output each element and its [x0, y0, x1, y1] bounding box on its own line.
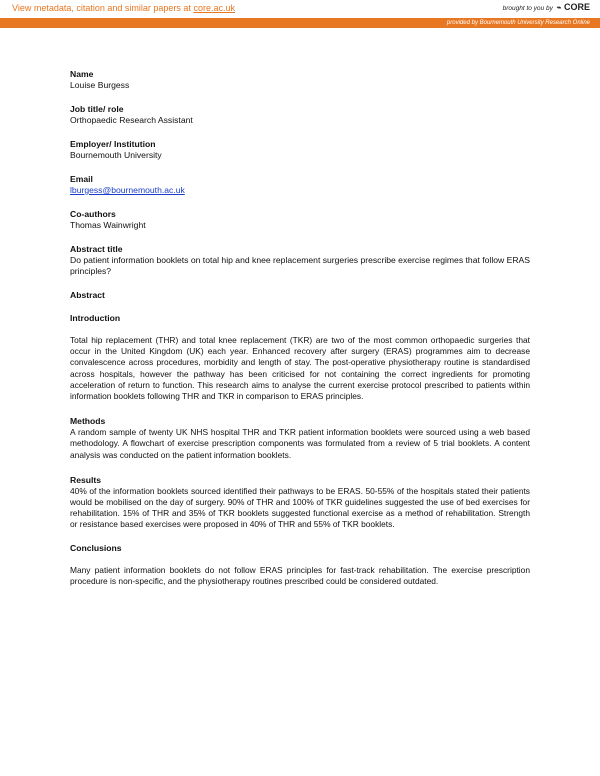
document-body [70, 69, 530, 599]
core-logo-text: CORE [563, 2, 590, 12]
employer-field [70, 139, 530, 161]
job-field [70, 104, 530, 126]
coauthors-field [70, 209, 530, 231]
introduction-heading: Introduction [70, 313, 121, 323]
provided-by-bar [0, 18, 600, 28]
name-label: Name [70, 69, 94, 79]
abstract-title-label: Abstract title [70, 244, 123, 254]
provided-by-text: provided by Bournemouth University Research Online [446, 20, 590, 26]
results-text: 40% of the information booklets sourced identified their pathways to be ERAS. 50-55% of the hospitals stated their patients would be mobilised on the day of surgery. 90% of THR and 100% of TKR guidelines suggested the use of bed exercises for rehabilitation. 15% of THR and 35% of TKR booklets suggested functional exercise as a method of rehabilitation. Strength or resistance based exercises were proposed in 40% of THR and 55% of TKR booklets. [70, 485, 530, 530]
methods-heading: Methods [70, 416, 106, 427]
abstract-heading-block [70, 290, 530, 301]
brought-to-you-by [503, 2, 590, 12]
name-value: Louise Burgess [70, 80, 130, 90]
job-label: Job title/ role [70, 104, 124, 114]
conclusions-section [70, 543, 530, 587]
view-metadata-text: View metadata, citation and similar papers at [12, 3, 194, 13]
employer-value: Bournemouth University [70, 150, 162, 160]
coauthors-value: Thomas Wainwright [70, 220, 146, 230]
coauthors-label: Co-authors [70, 209, 116, 219]
email-label: Email [70, 174, 93, 184]
core-logo[interactable] [557, 2, 590, 12]
abstract-title-value: Do patient information booklets on total hip and knee replacement surgeries prescribe exercise regimes that follow ERAS principles? [70, 255, 531, 276]
methods-section [70, 416, 530, 461]
introduction-text: Total hip replacement (THR) and total knee replacement (TKR) are two of the most common orthopaedic surgeries that occur in the United Kingdom (UK) each year. Enhanced recovery after surgery (ERAS) programmes aim to decrease convalescence across procedures, morbidity and length of stay. The post-operative physiotherapy routine is standardised across hospitals, however the pathway has been criticised for not containing the correct ingredients for promoting acceleration of return to function. This research aims to analyse the current exercise protocol prescribed to patients within information booklets following THR and TKR in comparison to ERAS principles. [70, 335, 530, 402]
core-ac-uk-link[interactable]: core.ac.uk [193, 3, 235, 13]
job-value: Orthopaedic Research Assistant [70, 115, 193, 125]
email-field [70, 174, 530, 196]
conclusions-heading: Conclusions [70, 542, 122, 553]
methods-text: A random sample of twenty UK NHS hospital THR and TKR patient information booklets were sourced using a web based methodology. A flowchart of exercise prescription components was formulated from a review of 5 trial booklets. A content analysis was conducted on the patient information booklets. [70, 427, 530, 460]
employer-label: Employer/ Institution [70, 139, 156, 149]
results-heading: Results [70, 474, 102, 485]
conclusions-text: Many patient information booklets do not follow ERAS principles for fast-track rehabilitation. The exercise prescription procedure is non-specific, and the physiotherapy routines prescribed could be considered outdated. [70, 564, 530, 586]
results-section [70, 475, 530, 531]
top-banner [0, 0, 600, 18]
abstract-heading: Abstract [70, 290, 105, 300]
introduction-section [70, 313, 530, 402]
core-logo-icon: ⌁ [556, 3, 562, 12]
brought-text: brought to you by [502, 5, 553, 12]
core-metadata-link-text [12, 3, 235, 13]
abstract-title-field [70, 244, 530, 277]
name-field [70, 69, 530, 91]
email-link[interactable]: lburgess@bournemouth.ac.uk [70, 185, 185, 195]
